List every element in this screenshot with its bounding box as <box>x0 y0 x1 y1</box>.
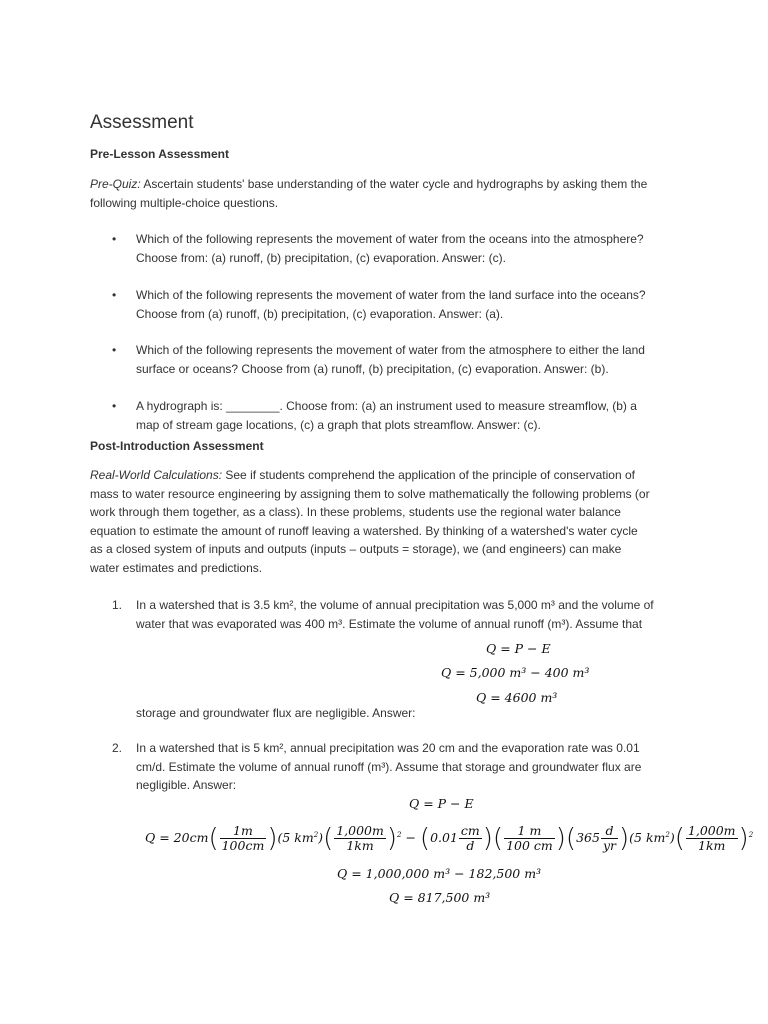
problem-1-text: In a watershed that is 3.5 km², the volume of annual precipitation was 5,000 m³ and the volume of water that was evaporated was 400 m³. Estimate the volume of annual runoff (m³). Assume that <box>136 598 654 631</box>
real-world-paragraph: Real-World Calculations: See if students comprehend the application of the principle of conservation of mass to water resource engineering by assigning them to solve mathematically the following problems (or work through them together, as a class). In these problems, students use the regional water balance equation to estimate the amount of runoff leaving a watershed. By thinking of a watershed's water cycle as a closed system of inputs and outputs (inputs – outputs = storage), we (and engineers) can make water estimates and predictions. <box>90 468 650 575</box>
pre-quiz-text-2: following multiple-choice questions. <box>90 195 279 210</box>
problem-1-answer-text: storage and groundwater flux are negligible. Answer: <box>136 706 416 720</box>
list-item: Which of the following represents the movement of water from the oceans into the atmosphere? Choose from: (a) runoff, (b) precipitation, (c) evaporation. Answer: (c). <box>136 232 644 265</box>
real-world-label: Real-World Calculations: <box>90 468 223 482</box>
bullet-icon: • <box>112 232 117 246</box>
problem-2-text: In a watershed that is 5 km², annual precipitation was 20 cm and the evaporation rate was 0.01 cm/d. Estimate the volume of annual runoff (m³). Assume that storage and groundwater flux are negligible. Answer: <box>136 741 642 792</box>
list-item: Which of the following represents the movement of water from the land surface into the oceans? Choose from (a) runoff, (b) precipitation, (c) evaporation. Answer: (a). <box>136 288 646 321</box>
equation: Q = 4600 m³ <box>476 690 558 705</box>
equation: Q = 1,000,000 m³ − 182,500 m³ <box>337 866 542 881</box>
equation: Q = P − E <box>409 796 474 811</box>
bullet-icon: • <box>112 288 117 302</box>
pre-quiz-text: Ascertain students' base understanding of the water cycle and hydrographs by asking them the <box>140 177 648 191</box>
problem-number: 1. <box>112 598 123 612</box>
page-heading: Assessment <box>90 112 194 133</box>
equation: Q = 5,000 m³ − 400 m³ <box>441 665 590 680</box>
post-intro-title: Post-Introduction Assessment <box>90 439 264 453</box>
equation: Q = P − E <box>486 641 551 656</box>
pre-lesson-title: Pre-Lesson Assessment <box>90 147 229 161</box>
bullet-icon: • <box>112 343 117 357</box>
equation-runoff-expansion: Q = 20cm( $\frac{1m}{100cm}$ )(5 $km^2$)( $\frac{1,000m}{1km}$ )$^2$ − (0.01 $\frac{cm}{d}$ )( $\frac{1 m}{100 cm}$ )(365 $\frac{d}{yr}$ )(5 $km^2$)( $\frac{1,000m}{1km}$ )$^2$ <box>145 823 754 854</box>
pre-quiz-paragraph <box>90 175 680 212</box>
equation: Q = 817,500 m³ <box>389 890 491 905</box>
list-item: Which of the following represents the movement of water from the atmosphere to either the land surface or oceans? Choose from (a) runoff, (b) precipitation, (c) evaporation. Answer: (b). <box>136 343 645 376</box>
problem-number: 2. <box>112 741 123 755</box>
pre-quiz-label: Pre-Quiz: <box>90 177 141 191</box>
list-item: A hydrograph is: ________. Choose from: (a) an instrument used to measure streamflow, (b) a map of stream gage locations, (c) a graph that plots streamflow. Answer: (c). <box>136 399 637 432</box>
bullet-icon: • <box>112 399 117 413</box>
